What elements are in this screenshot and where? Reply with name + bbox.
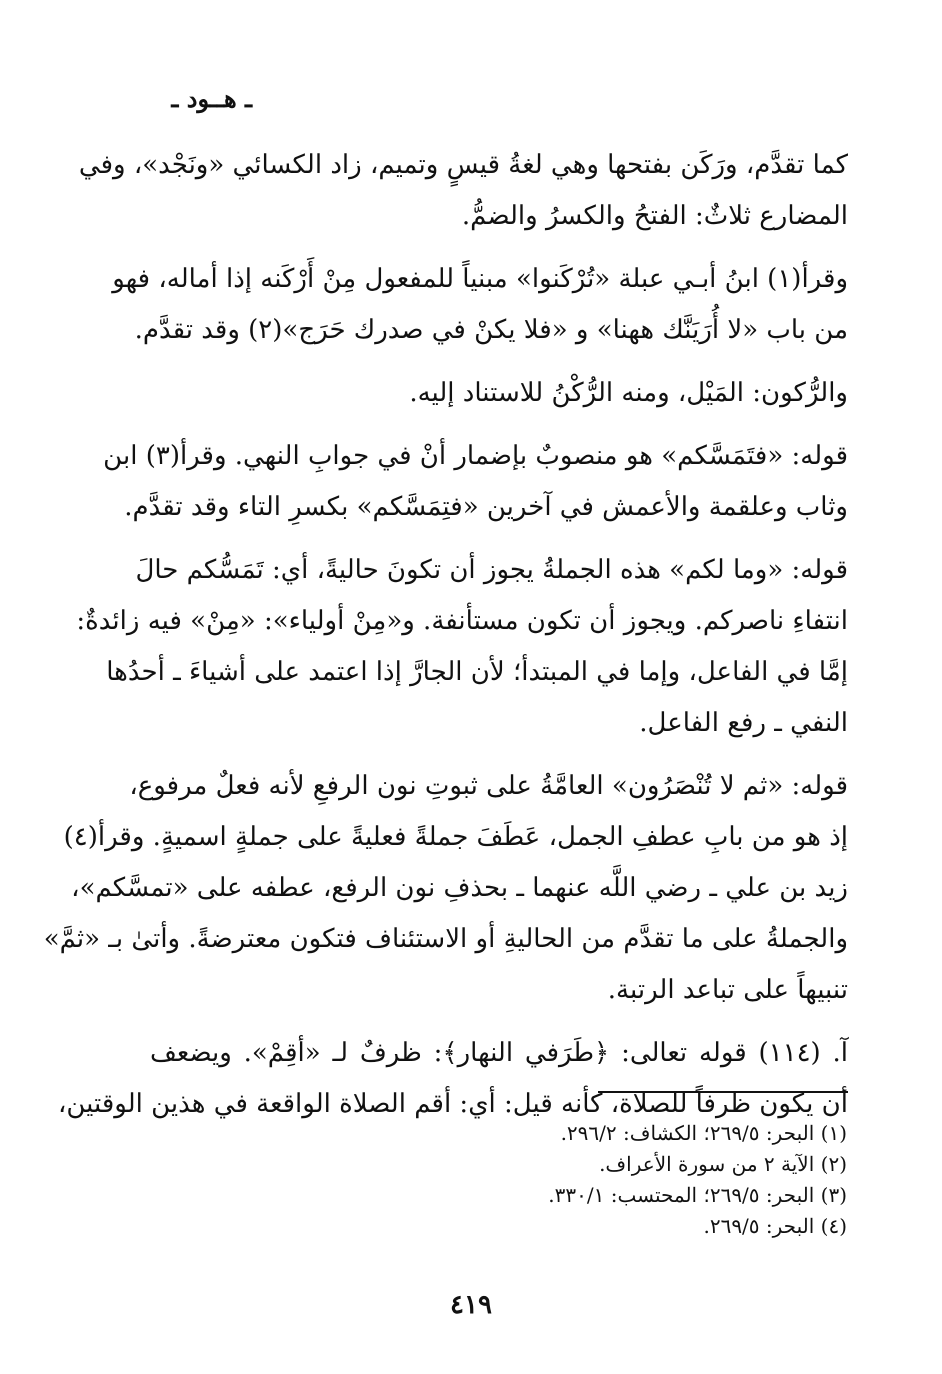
text-line: وقرأ(١) ابنُ أبـي عبلة «تُرْكَنوا» مبنياً للمفعول مِنْ أَرْكَنه إذا أماله، فهو: [112, 264, 848, 294]
paragraph: [150, 368, 848, 419]
footnote: (١) البحر: ٢٦٩/٥؛ الكشاف: ٢٩٦/٢.: [560, 1121, 847, 1145]
page-number: ٤١٩: [450, 1290, 492, 1320]
footnote: (٢) الآية ٢ من سورة الأعراف.: [599, 1152, 847, 1176]
text-line: زيد بن علي ـ رضي اللَّه عنهما ـ بحذفِ نون الرفع، عطفه على «تمسَّكم»،: [71, 873, 848, 903]
text-line: والجملةُ على ما تقدَّم من الحاليةِ أو الاستئناف فتكون معترضةً. وأتىٰ بـ «ثمَّ»: [43, 924, 848, 954]
text-line: أن يكون ظرفاً للصلاة، كأنه قيل: أي: أقم الصلاة الواقعة في هذين الوقتين،: [57, 1089, 848, 1119]
text-line: قوله: «فتَمَسَّكم» هو منصوبٌ بإضمار أنْ في جوابِ النهي. وقرأ(٣) ابن: [103, 441, 848, 471]
footnote: (٤) البحر: ٢٦٩/٥.: [703, 1214, 847, 1238]
footnote-separator: [598, 1091, 848, 1093]
text-line: آ. (١١٤) قوله تعالى: ﴿طَرَفي النهار﴾: ظرفٌ لـ «أقِمْ». ويضعف: [150, 1038, 848, 1068]
paragraph: [103, 431, 848, 533]
text-line: والرُّكون: المَيْل، ومنه الرُّكْنُ للاستناد إليه.: [409, 378, 848, 408]
paragraph: [112, 254, 848, 356]
paragraph: [43, 761, 848, 1016]
text-line: انتفاءِ ناصركم. ويجوز أن تكون مستأنفة. و«مِنْ أولياء»: «مِنْ» فيه زائدةٌ:: [76, 606, 848, 636]
text-line: قوله: «وما لكم» هذه الجملةُ يجوز أن تكونَ حاليةً، أي: تَمَسُّكم حالَ: [135, 555, 848, 585]
text-line: إذ هو من بابِ عطفِ الجمل، عَطَفَ جملةً فعليةً على جملةٍ اسميةٍ. وقرأ(٤): [63, 822, 848, 852]
text-line: وثاب وعلقمة والأعمش في آخرين «فتِمَسَّكم» بكسرِ التاء وقد تقدَّم.: [124, 492, 848, 522]
paragraph: [76, 545, 848, 749]
text-line: المضارع ثلاثٌ: الفتحُ والكسرُ والضمُّ.: [461, 201, 848, 231]
footnote: (٣) البحر: ٢٦٩/٥؛ المحتسب: ٣٣٠/١.: [548, 1183, 847, 1207]
footnotes: [387, 1118, 847, 1242]
running-header: ـ هــود ـ: [171, 84, 252, 113]
text-line: قوله: «ثم لا تُنْصَرُون» العامَّةُ على ثبوتِ نون الرفعِ لأنه فعلٌ مرفوع،: [129, 771, 848, 801]
text-line: إمَّا في الفاعل، وإما في المبتدأ؛ لأن الجارَّ إذا اعتمد على أشياءَ ـ أحدُها: [106, 657, 848, 687]
text-line: تنبيهاً على تباعد الرتبة.: [607, 975, 848, 1005]
text-line: كما تقدَّم، ورَكَن بفتحها وهي لغةُ قيسٍ وتميم، زاد الكسائي «ونَجْد»، وفي: [78, 150, 848, 180]
paragraph: [78, 140, 848, 242]
paragraph: [57, 1028, 848, 1130]
text-line: من باب «لا أُرَيَنَّك ههنا» و «فلا يكنْ في صدرك حَرَج»(٢) وقد تقدَّم.: [134, 315, 848, 345]
main-text: [43, 140, 848, 1142]
text-line: النفي ـ رفع الفاعل.: [639, 708, 848, 738]
